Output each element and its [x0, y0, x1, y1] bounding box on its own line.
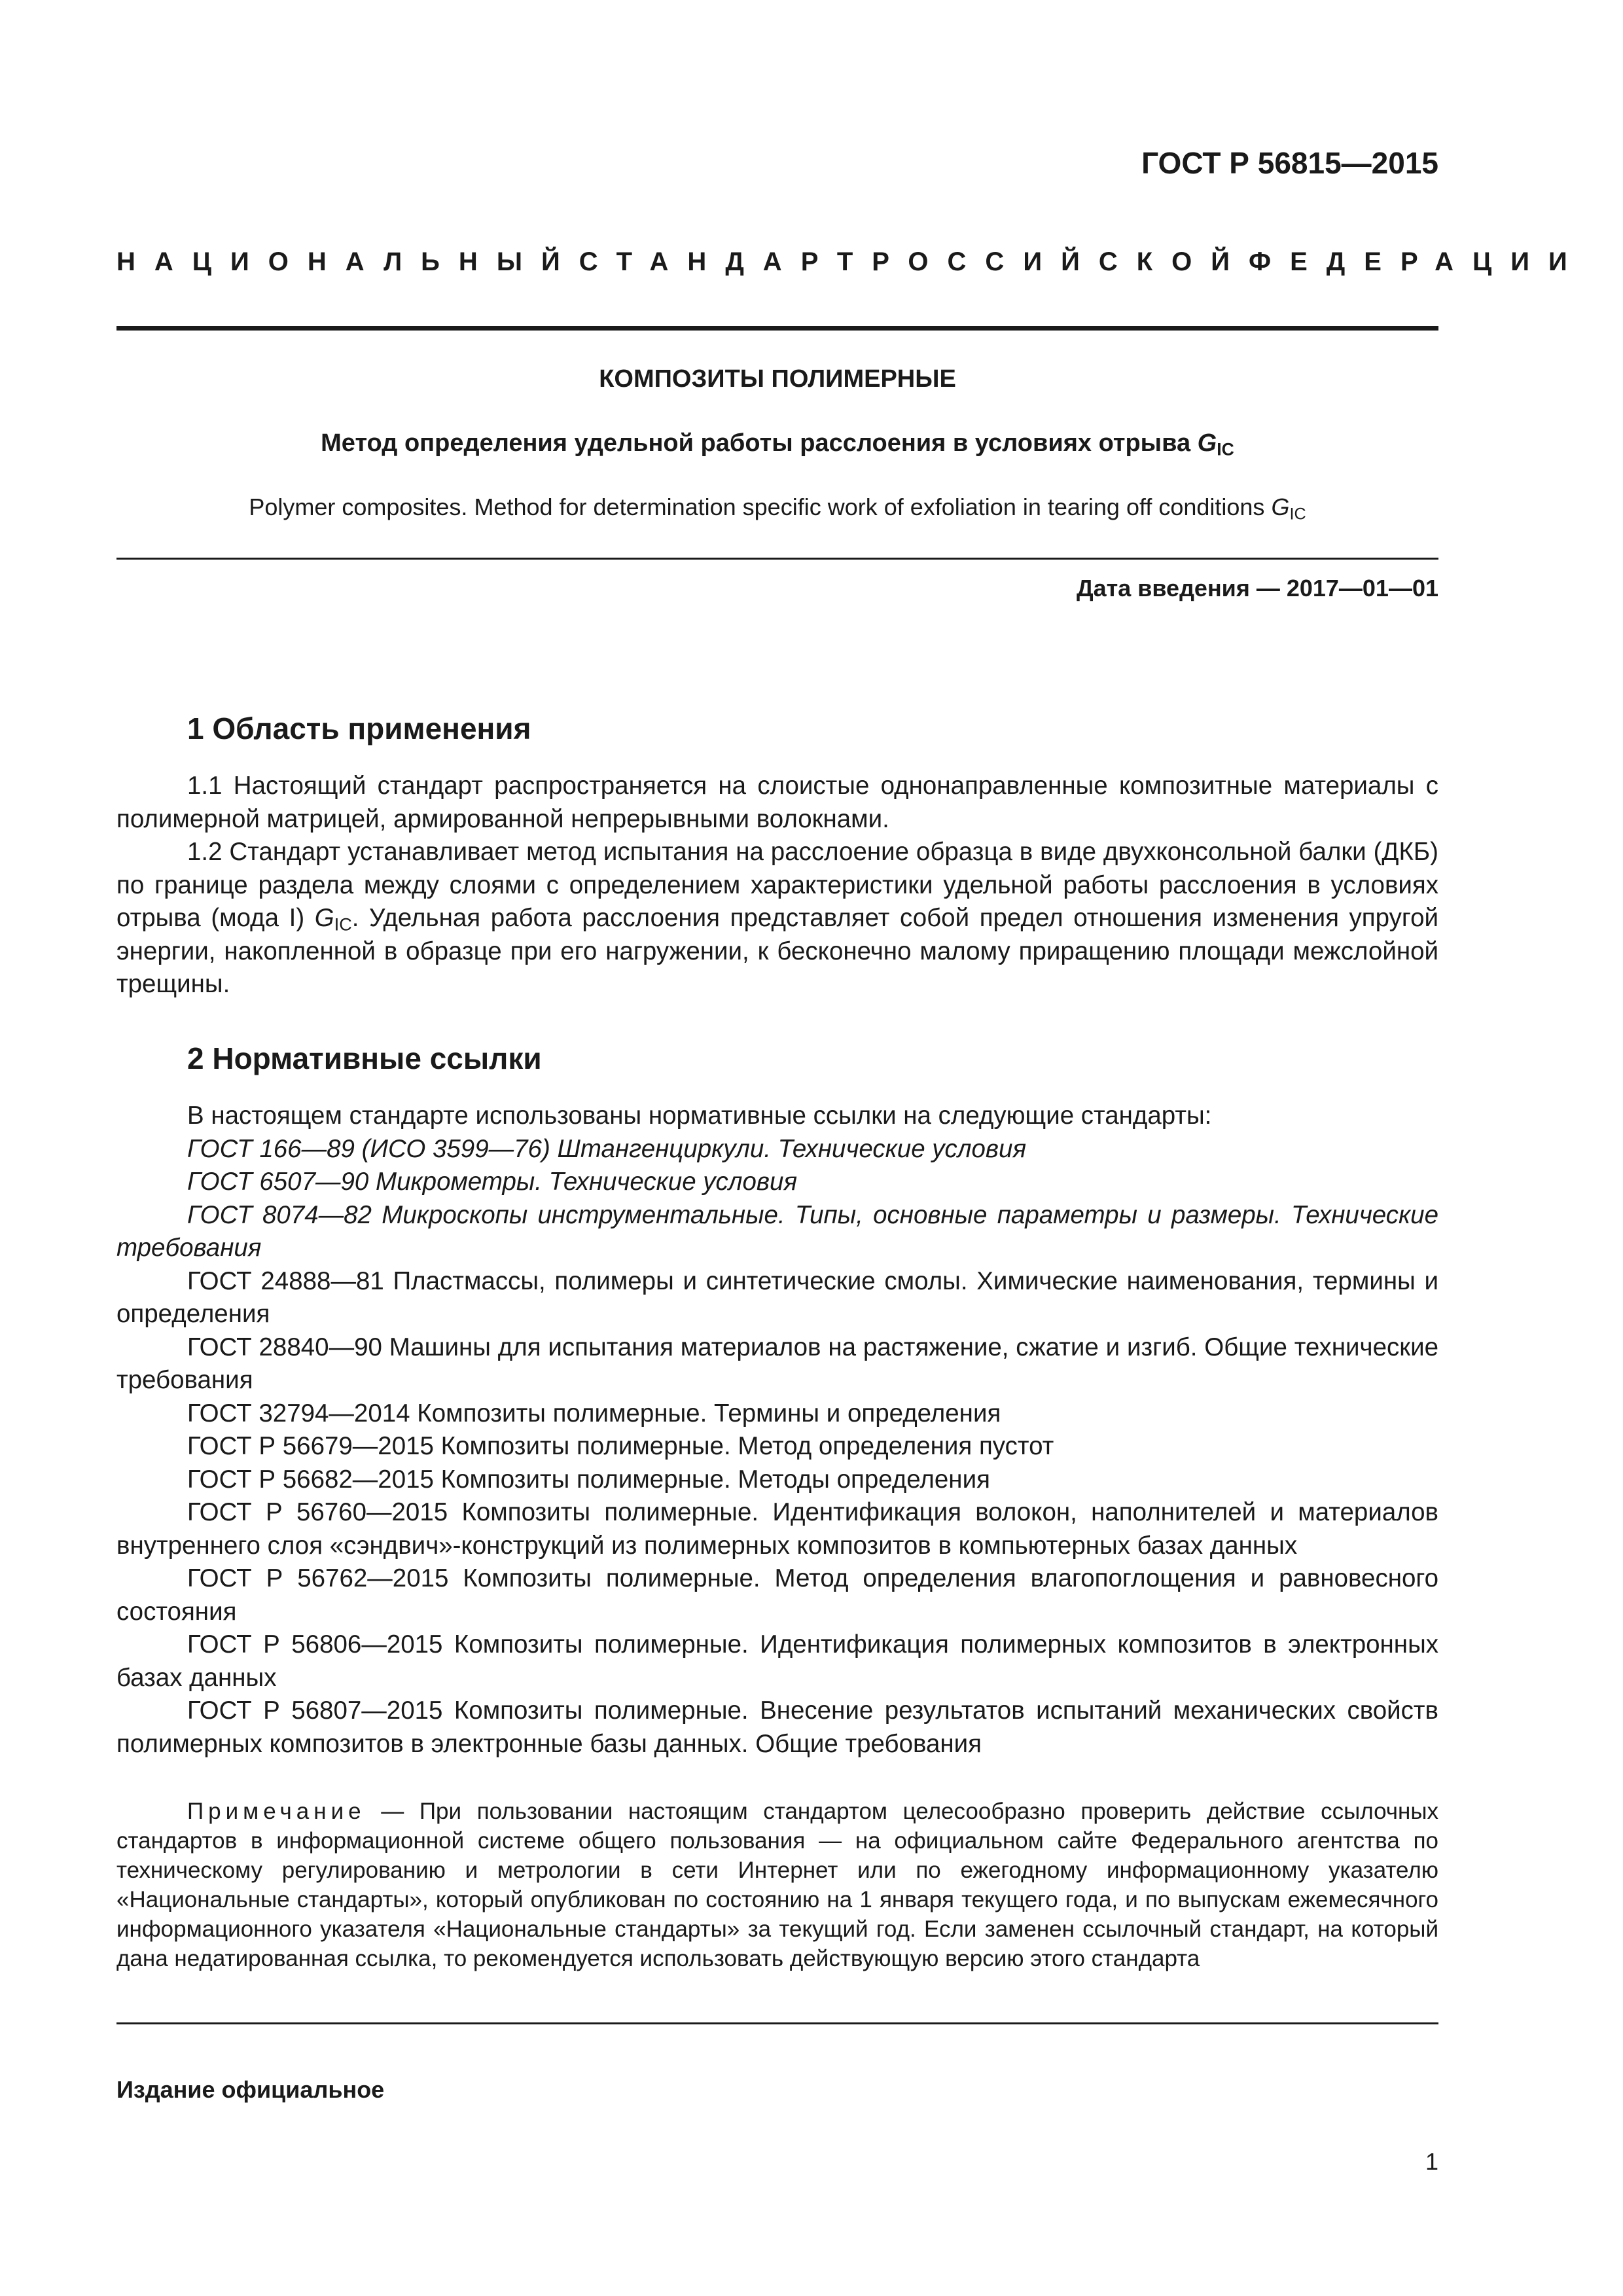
reference-item: ГОСТ Р 56682—2015 Композиты полимерные. Методы определения [187, 1465, 990, 1494]
section-2-body [116, 1100, 1438, 1761]
section-2-heading: 2 Нормативные ссылки [187, 1041, 542, 1075]
reference-item: ГОСТ Р 56679—2015 Композиты полимерные. Метод определения пустот [187, 1432, 1054, 1460]
standard-code: ГОСТ Р 56815—2015 [1141, 146, 1438, 180]
header-rule [116, 326, 1438, 331]
official-edition-label: Издание официальное [116, 2076, 385, 2103]
reference-item: ГОСТ 6507—90 Микрометры. Технические условия [187, 1168, 798, 1196]
national-standard-line [116, 247, 1586, 277]
reference-item: ГОСТ Р 56762—2015 Композиты полимерные. Метод определения влагопоглощения и равновесного состояния [116, 1564, 1438, 1626]
reference-item: ГОСТ Р 56807—2015 Композиты полимерные. Внесение результатов испытаний механических свойств полимерных композитов в электронные базы данных. Общие требования [116, 1696, 1438, 1758]
page-number: 1 [1425, 2148, 1438, 2175]
reference-item: ГОСТ Р 56760—2015 Композиты полимерные. Идентификация волокон, наполнителей и материалов внутреннего слоя «сэндвич»-конструкций из полимерных композитов в компьютерных базах данных [116, 1498, 1438, 1560]
references-note [116, 1797, 1438, 1973]
reference-item: ГОСТ 32794—2014 Композиты полимерные. Термины и определения [187, 1399, 1001, 1427]
references-intro: В настоящем стандарте использованы нормативные ссылки на следующие стандарты: [187, 1102, 1212, 1130]
note-text: — При пользовании настоящим стандартом целесообразно проверить действие ссылочных стандартов в информационной системе общего пользования — на официальном сайте Федерального агентства по техническому регулированию и метрологии в сети Интернет или по ежегодному информационному указателю «Национальные стандарты», который опубликован по состоянию на 1 января текущего года, и по выпускам ежемесячного информационного указателя «Национальные стандарты» за текущий год. Если заменен ссылочный стандарт, на который дана недатированная ссылка, то рекомендуется использовать действующую версию этого стандарта [116, 1799, 1438, 1971]
reference-item: ГОСТ 28840—90 Машины для испытания материалов на растяжение, сжатие и изгиб. Общие технические требования [116, 1333, 1438, 1394]
national-word-2: СТАНДАРТ [579, 247, 872, 276]
g-symbol: $G_{IC}$ [1197, 429, 1234, 459]
section-1-body [116, 770, 1438, 1001]
national-word-1: НАЦИОНАЛЬНЫЙ [116, 247, 579, 276]
reference-item: ГОСТ Р 56806—2015 Композиты полимерные. Идентификация полимерных композитов в электронных базах данных [116, 1630, 1438, 1692]
reference-item: ГОСТ 24888—81 Пластмассы, полимеры и синтетические смолы. Химические наименования, термины и определения [116, 1266, 1438, 1328]
reference-item: ГОСТ 8074—82 Микроскопы инструментальные. Типы, основные параметры и размеры. Технические требования [116, 1200, 1438, 1262]
g-symbol-en: $G_{IC}$ [1271, 493, 1306, 524]
title-rule [116, 558, 1438, 560]
note-label: Примечание [187, 1799, 366, 1824]
subtitle-text: Метод определения удельной работы расслоения в условиях отрыва [321, 429, 1191, 457]
reference-item: ГОСТ 166—89 (ИСО 3599—76) Штангенциркули. Технические условия [187, 1134, 1027, 1163]
paragraph-1-1: 1.1 Настоящий стандарт распространяется на слоистые однонаправленные композитные материалы с полимерной матрицей, армированной непрерывными волокнами. [116, 772, 1438, 833]
national-word-3: РОССИЙСКОЙ [872, 247, 1249, 276]
national-word-4: ФЕДЕРАЦИИ [1248, 247, 1586, 276]
section-1-heading: 1 Область применения [187, 711, 531, 745]
english-title-text: Polymer composites. Method for determination specific work of exfoliation in tearing off conditions [249, 493, 1265, 520]
paragraph-1-2: 1.2 Стандарт устанавливает метод испытания на расслоение образца в виде двухконсольной балки (ДКБ) по границе раздела между слоями с определением характеристики удельной работы расслоения в условиях отрыва (мода I) $G_{IC}$. Удельная работа расслоения представляет собой предел отношения изменения упругой энергии, накопленной в образце при его нагружении, к бесконечно малому приращению площади межслойной трещины. [116, 838, 1438, 998]
footer-rule [116, 2022, 1438, 2024]
document-subtitle [116, 429, 1438, 457]
english-title [116, 493, 1438, 524]
document-title: КОМПОЗИТЫ ПОЛИМЕРНЫЕ [599, 365, 956, 393]
introduction-date: Дата введения — 2017—01—01 [1076, 575, 1438, 601]
